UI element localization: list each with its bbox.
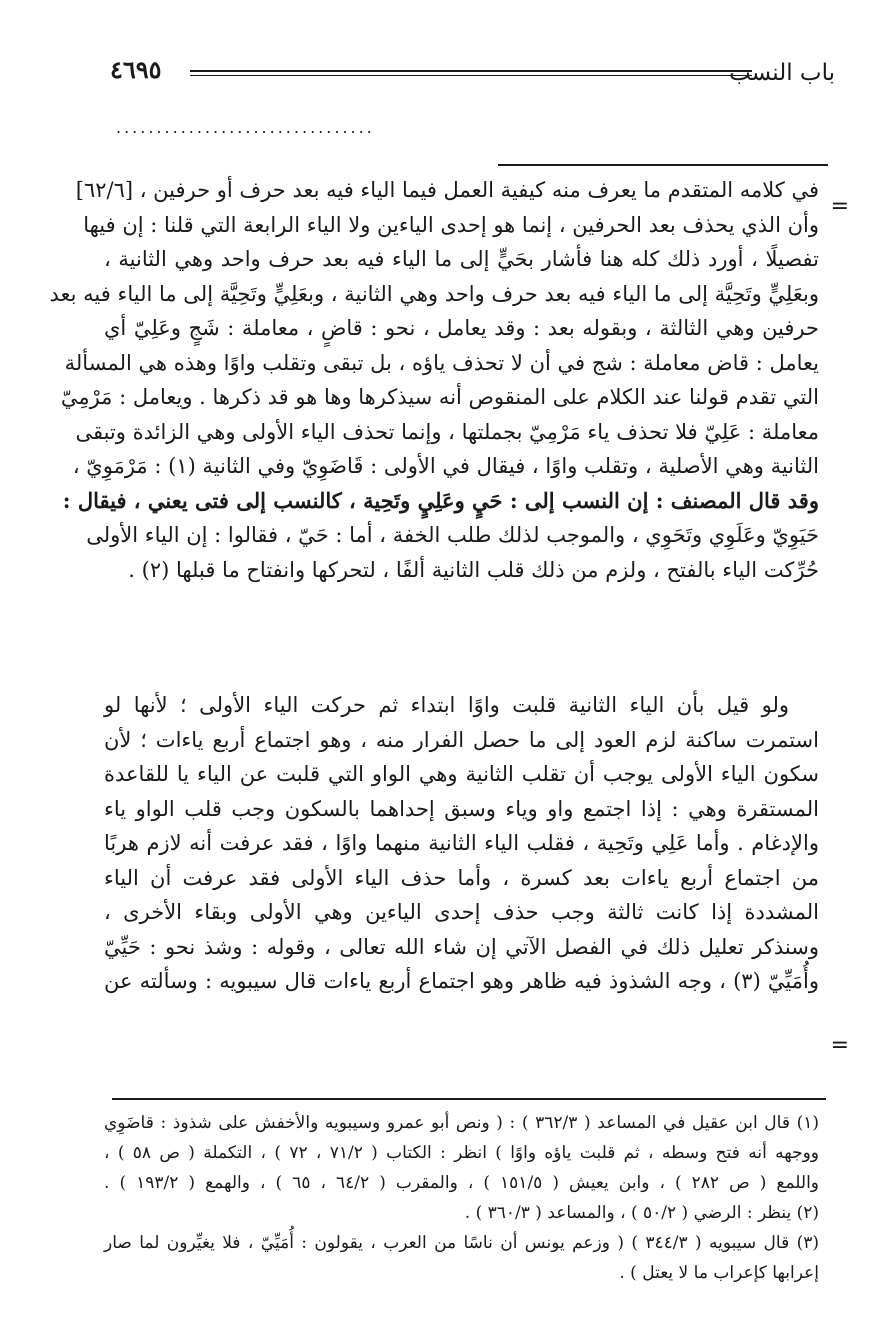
text-line: يعامل : قاض معاملة : شج في أن لا تحذف ياؤه ، بل تبقى وتقلب واوًا وهذه هي المسألة	[64, 350, 819, 375]
text-line-bold-quote: وقد قال المصنف : إن النسب إلى : حَيٍ وعَلِيٍ وتَحِية ، كالنسب إلى فتى يعني ، فيقال :	[62, 487, 819, 513]
text-line: حَيَوِيّ وعَلَوِي وتَحَوِي ، والموجب لذلك طلب الخفة ، أما : حَيّ ، فقالوا : إن الياء الأولى	[86, 523, 819, 547]
footnote-line: واللمع ( ص ٢٨٢ ) ، وابن يعيش ( ١٥١/٥ ) ، والمقرب ( ٦٤/٢ ، ٦٥ ) ، والهمع ( ١٩٣/٢ ) .	[104, 1173, 820, 1193]
section-rule	[498, 164, 828, 166]
text-line: تفصيلًا ، أورد ذلك كله هنا فأشار بحَيٍّ إلى ما الياء فيه بعد حرف واحد وهي الثانية ،	[104, 247, 819, 271]
margin-continuation-mark-bottom: =	[830, 1033, 849, 1058]
text-line: وسنذكر تعليل ذلك في الفصل الآتي إن شاء الله تعالى ، وقوله : وشذ نحو : حَيِّيّ	[104, 934, 819, 959]
text-line: ولو قيل بأن الياء الثانية قلبت واوًا ابتداء ثم حركت الياء الأولى ؛ لأنها لو	[104, 693, 789, 717]
text-line: استمرت ساكنة لزم العود إلى ما حصل الفرار منه ، وهو اجتماع أربع ياءات ؛ لأن	[104, 727, 819, 752]
header-rule	[190, 70, 752, 76]
text-line: حُرِّكت الياء بالفتح ، ولزم من ذلك قلب الثانية ألفًا ، لتحركها وانفتاح ما قبلها (٢) .	[128, 557, 819, 582]
margin-continuation-mark-top: =	[830, 194, 849, 219]
main-paragraph	[49, 173, 819, 688]
text-line: والإدغام . وأما عَلِي وتَحِية ، فقلب الياء الثانية منهما واوًا ، فقد عرفت أنه لازم هربًا	[104, 831, 819, 855]
chapter-title: باب النسب	[729, 60, 835, 86]
footnote-line: ووجهه أنه فتح وسطه ، ثم قلبت ياؤه واوًا ) انظر : الكتاب ( ٧١/٢ ، ٧٢ ) ، التكملة ( ص ٥٨ ) ،	[104, 1143, 820, 1163]
text-line: الثانية وهي الأصلية ، وتقلب واوًا ، فيقال في الأولى : قَاضَوِيّ وفي الثانية (١) : مَرْمَوِيّ ،	[72, 454, 819, 478]
text-line: المشددة إذا كانت ثالثة وجب حذف إحدى الياءين وهي الأولى وبقاء الأخرى ،	[104, 900, 819, 924]
second-paragraph	[104, 688, 819, 1073]
footnotes	[104, 1108, 819, 1288]
text-line: المستقرة وهي : إذا اجتمع واو وياء وسبق إحداهما بالسكون وجب قلب الواو ياء	[104, 796, 819, 821]
text-line: التي تقدم قولنا عند الكلام على المنقوص أنه سيذكرها وها هو قد ذكرها . ويعامل : مَرْمِيّ	[60, 385, 819, 409]
footnote-line: إعرابها كإعراب ما لا يعتل ) .	[619, 1263, 819, 1283]
text-line: وأُمَيِّيّ (٣) ، وجه الشذوذ فيه ظاهر وهو اجتماع أربع ياءات قال سيبويه : وسألته عن	[104, 969, 819, 993]
text-line: معاملة : عَلِيّ فلا تحذف ياء مَرْمِيّ بجملتها ، وإنما تحذف الياء الأولى وهي الزائدة وتبقى	[75, 419, 819, 444]
ellipsis-dots: ................................	[116, 118, 375, 137]
text-line: من اجتماع أربع ياءات بعد كسرة ، وأما حذف الياء الأولى فقد عرفت أن الياء	[104, 865, 819, 890]
footnote-rule	[112, 1098, 826, 1100]
text-line: وبعَلِيٍّ وتَحِيَّة إلى ما الياء فيه بعد حرف واحد وهي الثانية ، وبعَلِيٍّ وتَحِيَّة إلى ما الياء فيه بعد	[49, 281, 819, 306]
text-line: وأن الذي يحذف بعد الحرفين ، إنما هو إحدى الياءين ولا الياء الرابعة التي قلنا : إن فيها	[83, 212, 819, 237]
footnote-line: (٣) قال سيبويه ( ٣٤٤/٣ ) ( وزعم يونس أن ناسًا من العرب ، يقولون : أُمَيِّيّ ، فلا يغيِّرون لما صار	[104, 1233, 820, 1253]
text-line: سكون الياء الأولى يوجب أن تقلب الثانية وهي الواو التي قلبت عن الياء يا للقاعدة	[104, 762, 819, 786]
text-line: حرفين وهي الثالثة ، وبقوله بعد : وقد يعامل ، نحو : قاضٍ ، معاملة : شَجٍ وعَلِيّ أي	[104, 316, 819, 340]
footnote-line: (١) قال ابن عقيل في المساعد ( ٣٦٢/٣ ) : ( ونص أبو عمرو وسيبويه والأخفش على شذوذ : قاضَوِي	[104, 1113, 819, 1133]
page-number: ٤٦٩٥	[110, 55, 162, 84]
text-line: في كلامه المتقدم ما يعرف منه كيفية العمل فيما الياء فيه بعد حرف أو حرفين ، [٦٢/٦]	[75, 178, 819, 202]
footnote-line: (٢) ينظر : الرضي ( ٥٠/٢ ) ، والمساعد ( ٣٦٠/٣ ) .	[464, 1203, 819, 1223]
